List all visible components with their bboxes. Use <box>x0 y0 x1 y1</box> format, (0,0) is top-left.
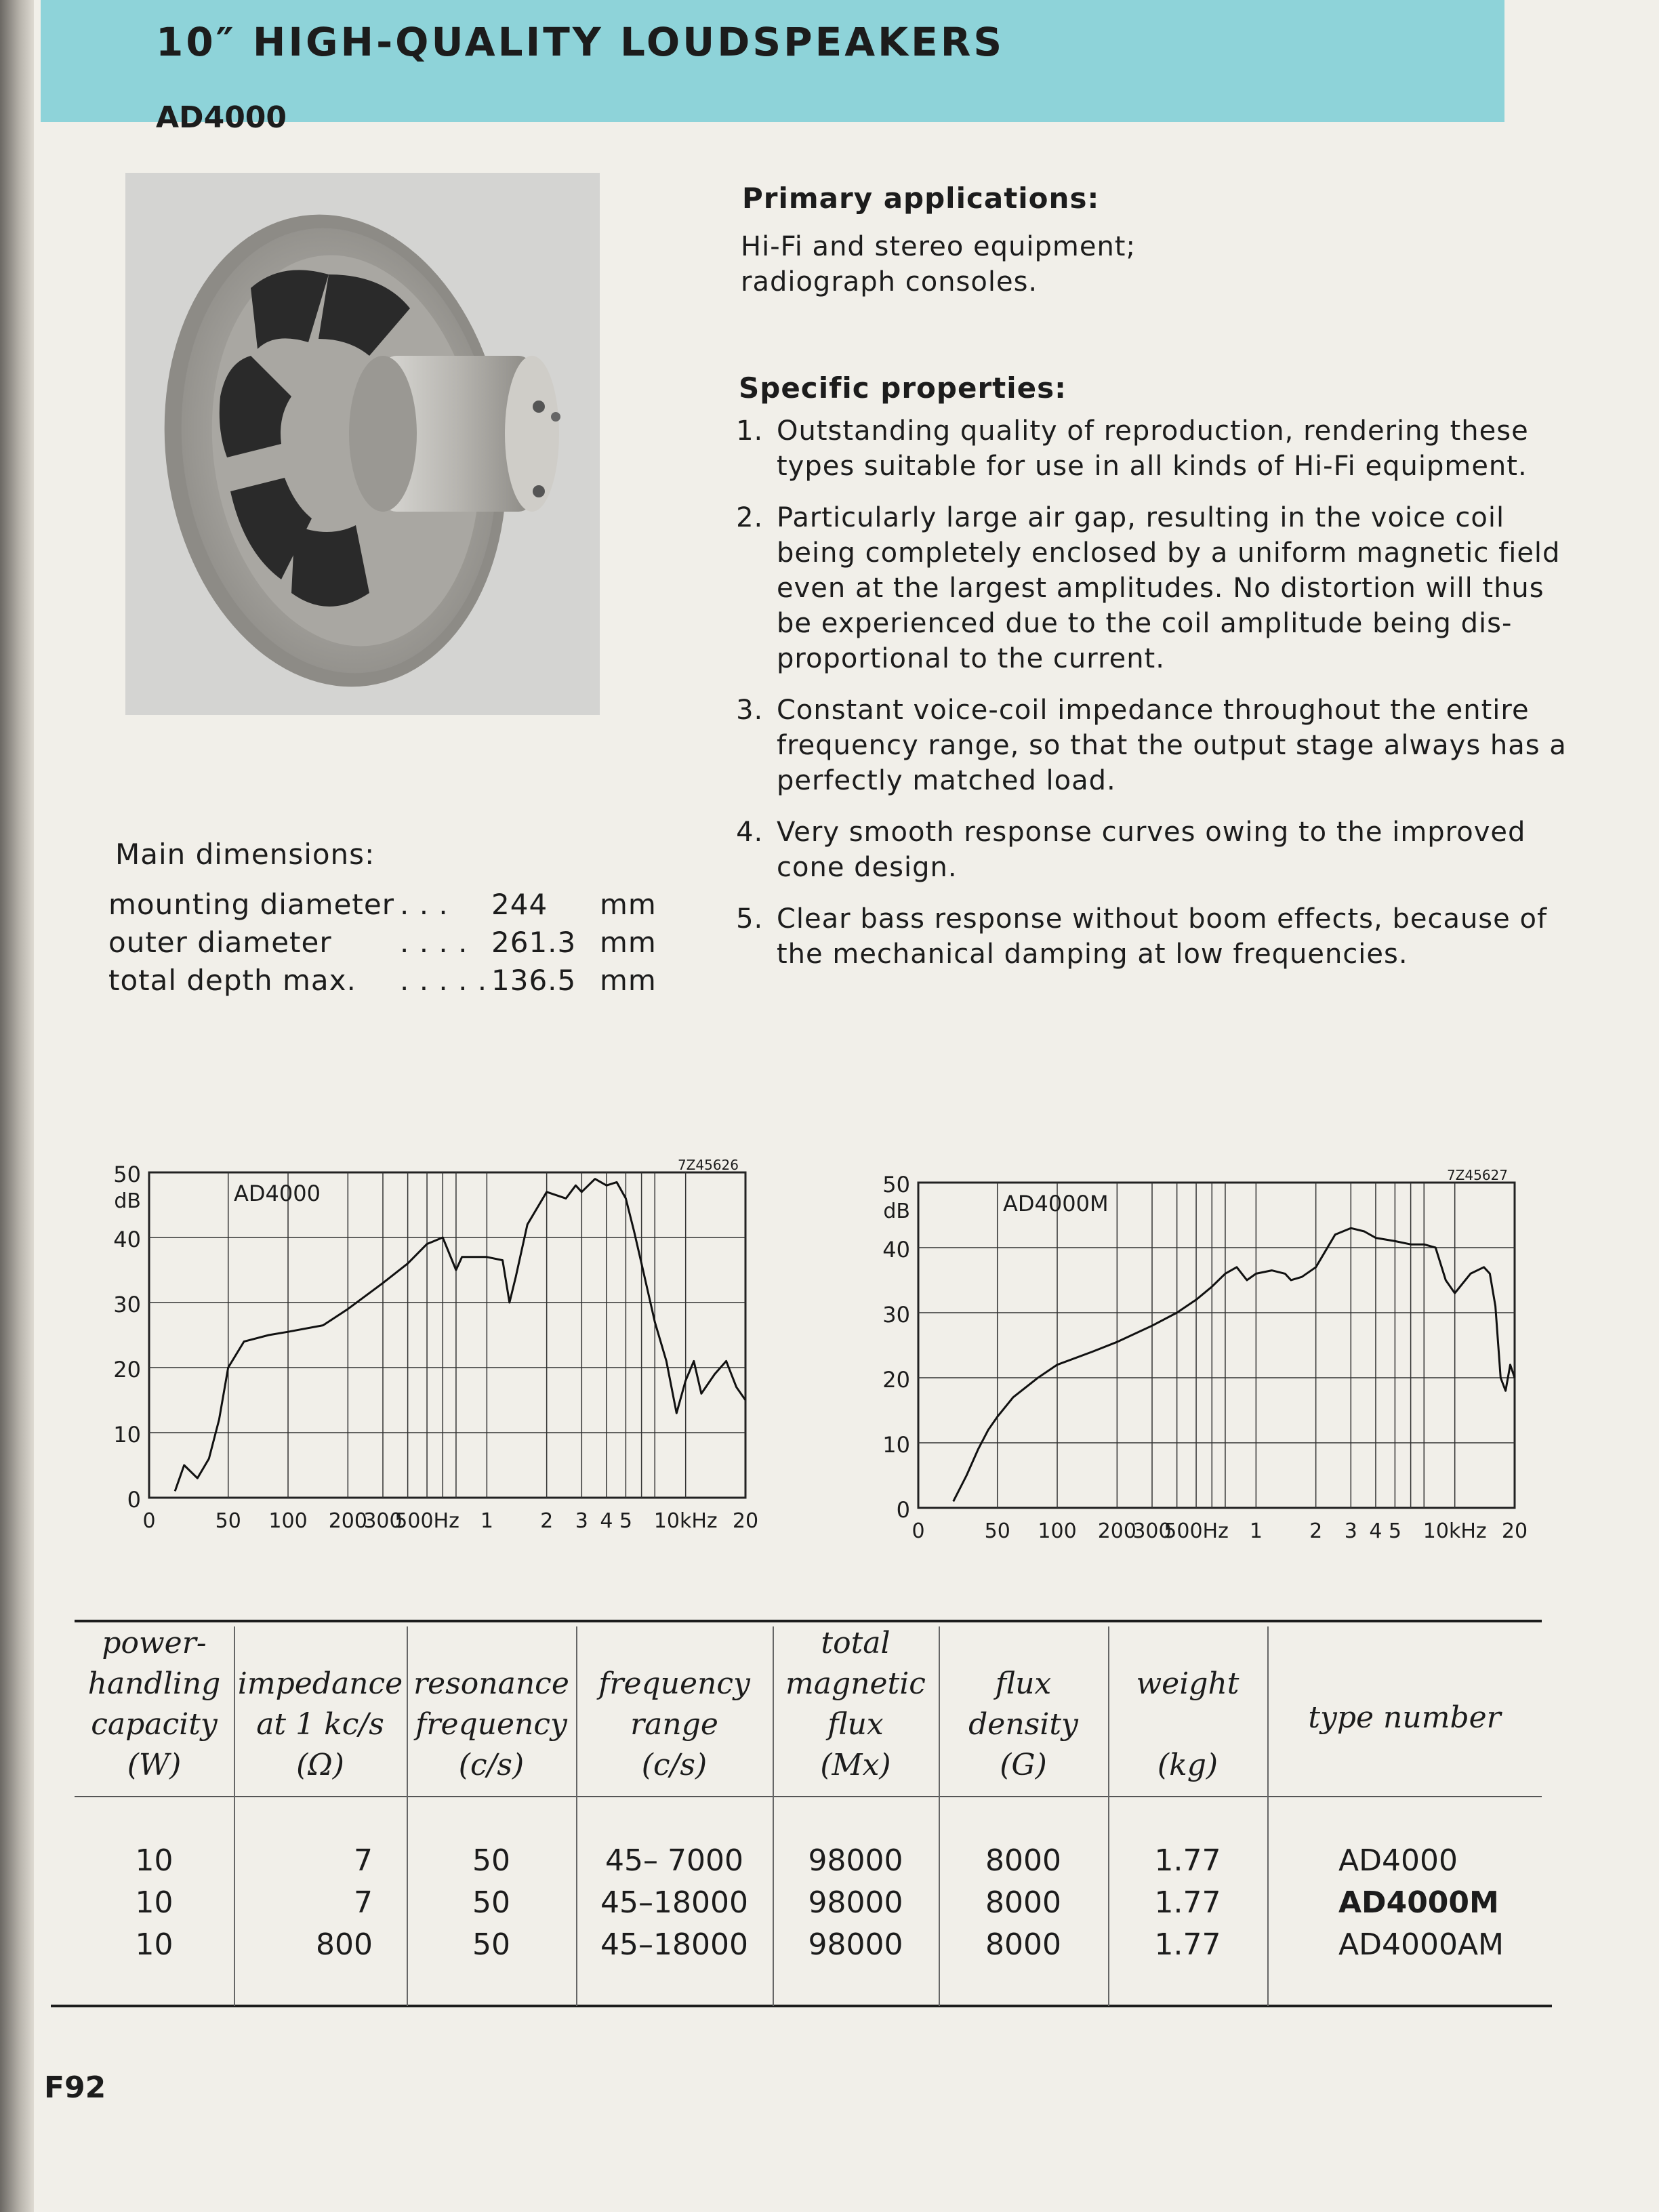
header-line: frequency <box>415 1707 567 1742</box>
table-cell: 8000 <box>985 1843 1061 1878</box>
x-tick-label: 300 <box>363 1509 403 1533</box>
y-axis-unit: dB <box>114 1189 141 1213</box>
x-tick-label: 200 <box>1097 1519 1136 1543</box>
table-cell: 50 <box>472 1885 510 1920</box>
y-tick-label: 30 <box>113 1292 141 1317</box>
header-line: (W) <box>127 1748 182 1782</box>
y-tick-label: 20 <box>113 1357 141 1382</box>
header-line: (Mx) <box>820 1748 891 1782</box>
table-cell: 10 <box>135 1885 173 1920</box>
y-tick-label: 50 <box>882 1172 910 1197</box>
table-header-cell <box>939 1623 1108 1786</box>
x-tick-label: 3 <box>1344 1519 1357 1543</box>
header-line: type number <box>1308 1700 1501 1735</box>
y-tick-label: 0 <box>896 1497 910 1523</box>
header-line: weight <box>1136 1666 1240 1701</box>
dimension-unit: mm <box>600 926 657 959</box>
table-cell: 50 <box>472 1927 510 1962</box>
dimension-value: 244 <box>491 888 548 921</box>
header-line: range <box>630 1707 718 1742</box>
x-tick-label: 20 <box>732 1509 759 1533</box>
x-tick-label: 100 <box>1038 1519 1077 1543</box>
y-axis-unit: dB <box>883 1200 910 1223</box>
header-line: (c/s) <box>458 1748 525 1782</box>
table-top-rule <box>75 1620 1542 1622</box>
y-tick-label: 40 <box>113 1227 141 1252</box>
table-cell: 50 <box>472 1843 510 1878</box>
table-cell: 800 <box>316 1927 373 1962</box>
header-line: capacity <box>91 1707 218 1742</box>
x-tick-label: 100 <box>268 1509 308 1533</box>
y-tick-label: 10 <box>113 1422 141 1448</box>
table-cell: 7 <box>354 1843 373 1878</box>
plot-frame <box>918 1183 1515 1508</box>
x-tick-label: 2 <box>540 1509 554 1533</box>
table-cell: 8000 <box>985 1885 1061 1920</box>
header-line: resonance <box>413 1666 569 1701</box>
dimension-unit: mm <box>600 964 657 997</box>
table-cell: 98000 <box>808 1843 903 1878</box>
x-tick-label: 500Hz <box>1164 1519 1229 1543</box>
table-cell: 1.77 <box>1154 1885 1221 1920</box>
loudspeaker-photo <box>125 173 600 715</box>
dimension-dots: . . . . . <box>400 964 488 997</box>
plot-frame <box>149 1172 745 1498</box>
table-header-cell <box>1108 1623 1267 1786</box>
dimension-dots: . . . . <box>400 926 468 959</box>
properties-list <box>732 413 1572 988</box>
dimension-label: mounting diameter <box>108 888 395 921</box>
header-line <box>1108 1704 1267 1745</box>
dimension-value: 261.3 <box>491 926 577 959</box>
header-line: magnetic <box>785 1666 926 1701</box>
table-cell: 45– 7000 <box>605 1843 743 1878</box>
x-tick-label: 300 <box>1132 1519 1172 1543</box>
x-tick-label: 1 <box>1249 1519 1263 1543</box>
y-tick-label: 50 <box>113 1162 141 1187</box>
dimension-label: total depth max. <box>108 964 356 997</box>
header-line: impedance <box>237 1666 403 1701</box>
table-cell: 1.77 <box>1154 1927 1221 1962</box>
table-header-cell <box>407 1623 576 1786</box>
x-tick-label: 3 <box>575 1509 588 1533</box>
x-tick-label: 500Hz <box>394 1509 459 1533</box>
response-curve <box>175 1179 745 1492</box>
table-header-cell <box>75 1623 234 1786</box>
x-tick-label: 5 <box>619 1509 632 1533</box>
table-cell: 98000 <box>808 1885 903 1920</box>
y-tick-label: 10 <box>882 1432 910 1458</box>
header-line: (c/s) <box>641 1748 708 1782</box>
response-chart-ad4000m <box>851 1162 1582 1569</box>
specific-properties-heading: Specific properties: <box>739 371 1067 405</box>
table-cell: 45–18000 <box>600 1927 748 1962</box>
header-line: (kg) <box>1157 1748 1218 1782</box>
y-tick-label: 20 <box>882 1367 910 1393</box>
x-tick-label: 4 <box>600 1509 613 1533</box>
x-tick-label: 2 <box>1309 1519 1323 1543</box>
dimension-label: outer diameter <box>108 926 332 959</box>
dimension-dots: . . . <box>400 888 449 921</box>
dimensions-title: Main dimensions: <box>115 838 375 871</box>
x-tick-label: 1 <box>480 1509 493 1533</box>
x-tick-label: 10kHz <box>653 1509 718 1533</box>
header-line: power- <box>102 1626 207 1660</box>
property-item: 2. Particularly large air gap, resulting in the voice coil being completely enclosed by a uniform magnetic field even at the largest amplitudes. No distortion will thus be experienced due to the coil amplitude being dis-proportional to the current. <box>773 500 1572 676</box>
primary-applications-heading: Primary applications: <box>742 182 1100 215</box>
table-header-cell <box>576 1623 773 1786</box>
header-line: total <box>821 1626 890 1660</box>
x-tick-label: 50 <box>984 1519 1010 1543</box>
table-cell: 8000 <box>985 1927 1061 1962</box>
table-cell: 98000 <box>808 1927 903 1962</box>
y-tick-label: 30 <box>882 1302 910 1328</box>
table-cell: AD4000AM <box>1338 1927 1504 1962</box>
x-tick-label: 10kHz <box>1422 1519 1487 1543</box>
table-cell: 1.77 <box>1154 1843 1221 1878</box>
table-cell: AD4000M <box>1338 1885 1499 1920</box>
dimension-value: 136.5 <box>491 964 577 997</box>
table-cell: 7 <box>354 1885 373 1920</box>
application-line: Hi-Fi and stereo equipment; <box>741 231 1136 262</box>
table-header-cell <box>1267 1623 1542 1738</box>
x-tick-label: 5 <box>1388 1519 1401 1543</box>
table-cell: 45–18000 <box>600 1885 748 1920</box>
drawing-code: 7Z45627 <box>1446 1167 1508 1183</box>
table-header-cell <box>234 1623 407 1786</box>
chart-title: AD4000 <box>234 1181 321 1206</box>
book-spine <box>0 0 34 2212</box>
x-tick-label: 0 <box>912 1519 925 1543</box>
x-tick-label: 50 <box>215 1509 241 1533</box>
header-line: (Ω) <box>296 1748 344 1782</box>
header-line: flux <box>827 1707 884 1742</box>
header-line: frequency <box>598 1666 750 1701</box>
x-tick-label: 20 <box>1501 1519 1528 1543</box>
table-cell: 10 <box>135 1843 173 1878</box>
header-line: flux <box>995 1666 1052 1701</box>
header-line: density <box>968 1707 1078 1742</box>
table-cell: AD4000 <box>1338 1843 1458 1878</box>
table-header-cell <box>773 1623 939 1786</box>
header-line: handling <box>87 1666 221 1701</box>
property-item: 5. Clear bass response without boom effects, because of the mechanical damping at low frequencies. <box>773 901 1572 972</box>
model-name: AD4000 <box>156 100 287 135</box>
property-item: 1. Outstanding quality of reproduction, rendering these types suitable for use in all kinds of Hi-Fi equipment. <box>773 413 1572 484</box>
response-curve <box>954 1228 1515 1501</box>
drawing-code: 7Z45626 <box>677 1157 739 1173</box>
primary-applications-text <box>741 229 1136 300</box>
property-item: 3. Constant voice-coil impedance throughout the entire frequency range, so that the output stage always has a perfectly matched load. <box>773 693 1572 798</box>
table-header-rule <box>75 1796 1542 1797</box>
x-tick-label: 200 <box>328 1509 367 1533</box>
application-line: radiograph consoles. <box>741 266 1038 298</box>
dimension-unit: mm <box>600 888 657 921</box>
page-number: F92 <box>44 2070 106 2105</box>
header-line: (G) <box>1000 1748 1047 1782</box>
header-line: at 1 kc/s <box>256 1707 384 1742</box>
property-item: 4. Very smooth response curves owing to the improved cone design. <box>773 815 1572 885</box>
chart-title: AD4000M <box>1003 1191 1109 1216</box>
page-title: 10″ HIGH-QUALITY LOUDSPEAKERS <box>156 19 1005 65</box>
x-tick-label: 4 <box>1369 1519 1382 1543</box>
response-chart-ad4000 <box>81 1152 813 1559</box>
x-tick-label: 0 <box>142 1509 156 1533</box>
table-cell: 10 <box>135 1927 173 1962</box>
y-tick-label: 40 <box>882 1237 910 1263</box>
y-tick-label: 0 <box>127 1487 141 1513</box>
table-bottom-rule <box>51 2005 1552 2007</box>
